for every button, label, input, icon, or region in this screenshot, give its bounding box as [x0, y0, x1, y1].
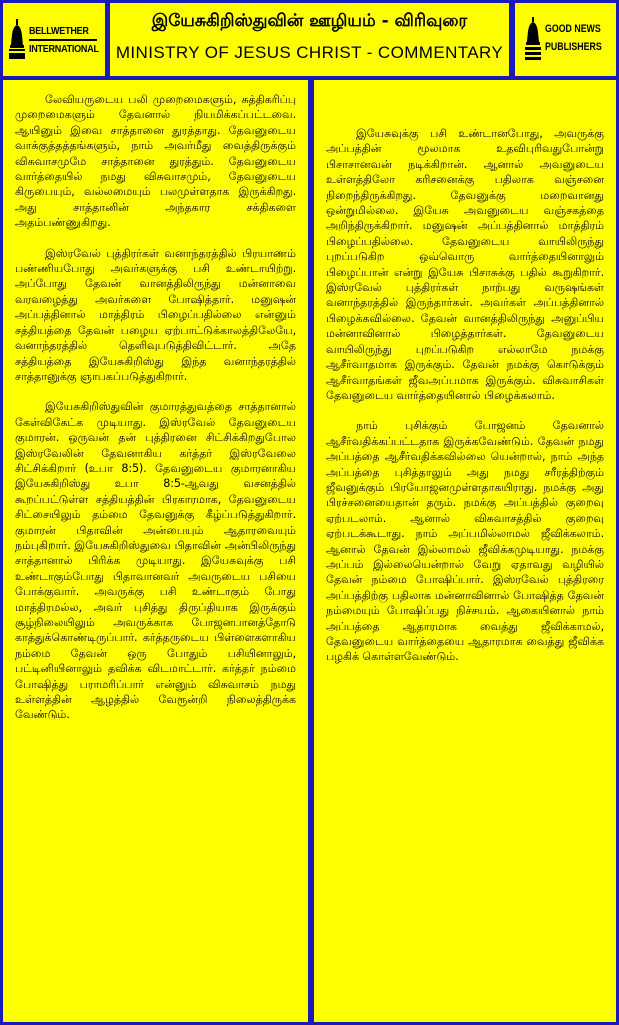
bellwether-logo — [9, 13, 99, 65]
bellwether-name-line1: BELLWETHER — [29, 25, 89, 37]
title-panel — [110, 3, 509, 76]
logo-underline — [29, 39, 97, 41]
good-news-logo — [525, 15, 609, 67]
bellwether-logo-panel — [3, 3, 105, 76]
good-news-name-line2: PUBLISHERS — [545, 41, 602, 53]
paragraph: நாம் புசிக்கும் போஜனம் தேவனால் ஆசீர்வதிக்கப்பட்டதாக இருக்கவேண்டும். தேவன் நமது அப்பத்தை ஆசீர்வதிக்கவில்லை யென்றால், நாம் அந்த அப்பத்தை புசித்தாலும் அது நமது சரீரத்திற்கும் ஜீவனுக்கும் பிரயோஜனமுள்ளதாகயிராது. நமக்கு அது பிரச்சனையைதான் தரும். நமக்கு அப்பத்தில் குறைவு ஏற்படலாம். ஆனால் விசுவாசத்தில் குறைவு ஏற்படக்கூடாது. நாம் அப்பமில்லாமல் ஜீவிக்கலாம். ஆனால் தேவன் இல்லாமல் ஜீவிக்கமுடியாது. நமக்கு அப்பம் இல்லையென்றால் வேறு ஏதாவது வழியில் தேவன் நம்மை போஷிப்பார். இஸ்ரவேல் புத்திரரை அப்பத்திற்கு பதிலாக மன்னாவினால் போஷித்த தேவன் நம்மையும் போஷிப்பது நிச்சயம். ஆகையினால் நாம் அப்பத்தை ஆதாரமாக வைத்து ஜீவிக்காமல், தேவனுடைய வார்த்தையை ஆதாரமாக வைத்து ஜீவிக்க பழகிக் கொள்ளவேண்டும். — [326, 419, 604, 664]
good-news-logo-panel — [515, 3, 616, 76]
paragraph: இஸ்ரவேல் புத்திரர்கள் வனாந்தரத்தில் பிரயாணம் பண்ணியபோது அவர்களுக்கு பசி உண்டாயிற்று. அப்போது தேவன் வானத்திலிருந்து மன்னாவை வரவழைத்து அவர்களை போஷித்தார். மனுஷன் அப்பத்தினால் மாத்திரம் பிழைப்பதில்லை என்னும் சத்தியத்தை தேவன் பழைய ஏற்பாட்டுக்காலத்திலேயே, வனாந்தரத்தில் தெளிவுபடுத்திவிட்டார். அதே சத்தியத்தை இயேசுகிறிஸ்து இந்த வனாந்தரத்தில் சாத்தானுக்கு ஞாபகப்படுத்துகிறார். — [15, 246, 296, 383]
good-news-name-line1: GOOD NEWS — [545, 23, 601, 35]
commentary-column-right — [314, 80, 616, 1022]
bellwether-name-line2: INTERNATIONAL — [29, 43, 99, 55]
good-news-bell-icon — [525, 17, 541, 61]
bellwether-bell-icon — [9, 19, 25, 59]
page-title-tamil: இயேசுகிறிஸ்துவின் ஊழியம் - விரிவுரை — [151, 11, 468, 31]
paragraph: இயேசுவுக்கு பசி உண்டானபோது, அவருக்கு அப்பத்தின் மூலமாக உதவிபுரிவதுபோன்று பிசாசானவன் நடிக்கிறான். ஆனால் அவனுடைய உள்ளத்திலோ கரிசனைக்கு பதிலாக வஞ்சனை நிறைந்திருக்கிறது. தேவனுக்கு மறைவானது ஒன்றுமில்லை. இயேசு அவனுடைய வஞ்சகத்தை அறிந்திருக்கிறார். மனுஷன் அப்பத்தினால் மாத்திரம் பிழைப்பதில்லை. தேவனுடைய வாயிலிருந்து புறப்படுகிற ஒவ்வொரு வார்த்தையினாலும் பிழைப்பான் என்று இயேசு பிசாசுக்கு பதில் கூறுகிறார். இஸ்ரவேல் புத்திரர்கள் நாற்பது வருஷங்கள் வனாந்தரத்தில் இருந்தார்கள். அவர்கள் அப்பத்தினால் பிழைக்கவில்லை. தேவன் வானத்திலிருந்து அனுப்பிய மன்னாவினால் பிழைத்தார்கள். தேவனுடைய வாயிலிருந்து புறப்படுகிற எல்லாமே நமக்கு ஆசீர்வாதமாக இருக்கும். தேவன் நமக்கு கொடுக்கும் ஆசீர்வாதங்கள் ஜீவஅப்பமாக இருக்கும். விசுவாசிகள் தேவனுடைய வார்த்தையினால் பிழைக்கலாம். — [326, 127, 604, 402]
commentary-column-left — [3, 80, 308, 1022]
paragraph: இயேசுகிறிஸ்துவின் குமாரத்துவத்தை சாத்தானால் கேள்விகேட்க முடியாது. இஸ்ரவேல் தேவனுடைய குமாரன். ஒருவன் தன் புத்திரனை சிட்சிக்கிறதுபோல இஸ்ரவேலின் தேவனாகிய கர்த்தர் இஸ்ரவேலை சிட்சிக்கிறார் (உபா 8:5). தேவனுடைய குமாரனாகிய இயேசுகிறிஸ்து உபா 8:5-ஆவது வசனத்தில் கூறப்பட்டுள்ள சத்தியத்தின் பிரகாரமாக, தேவனுடைய சிட்சையிலும் தம்மை தேவனுக்கு கீழ்ப்படுத்துகிறார். குமாரன் பிதாவின் அன்பையும் ஆதாரவையும் நம்புகிறார். இயேசுகிறிஸ்துவை பிதாவின் அன்பிலிருந்து சாத்தானால் பிரிக்க முடியாது. இயேசுவுக்கு பசி உண்டாகும்போது பிதாவானவர் அவருடைய பசியை போக்குவார். அவருக்கு பசி உண்டாகும் போது மாத்திரமல்ல, அவர் புசித்து திருப்தியாக இருக்கும் சூழ்நிலையிலும் அவருக்காக போஜனபானத்தோடு காத்துக்கொண்டிருப்பார். கர்த்தருடைய பிள்ளைகளாகிய நம்மை தேவன் ஒரு போதும் பசியினாலும், பட்டினியினாலும் தவிக்க விடமாட்டார். கர்த்தர் நம்மை போஷித்து பராமரிப்பார் என்னும் விசுவாசம் நமது உள்ளத்தின் ஆழத்தில் வேரூன்றி நிலைத்திருக்க வேண்டும். — [15, 400, 296, 722]
page-title-english: MINISTRY OF JESUS CHRIST - COMMENTARY — [115, 43, 504, 62]
paragraph: லேவியருடைய பலி முறைமைகளும், சுத்திகரிப்பு முறைமைகளும் தேவனால் நியமிக்கப்பட்டவை. ஆயினும் இவை சாத்தானை துரத்தாது. தேவனுடைய வாக்குத்தத்தங்களும், நாம் அவர்மீது வைத்திருக்கும் விசுவாசமுமே சாத்தானை துரத்தும். தேவனுடைய வார்த்தையில் நமது விசுவாசமும், தேவனுடைய கிருபையும், வல்லமையும் பலமுள்ளதாக இருக்கிறது. அது சாத்தானின் அந்தகார சக்திகளை அதம்பண்ணுகிறது. — [15, 93, 296, 230]
